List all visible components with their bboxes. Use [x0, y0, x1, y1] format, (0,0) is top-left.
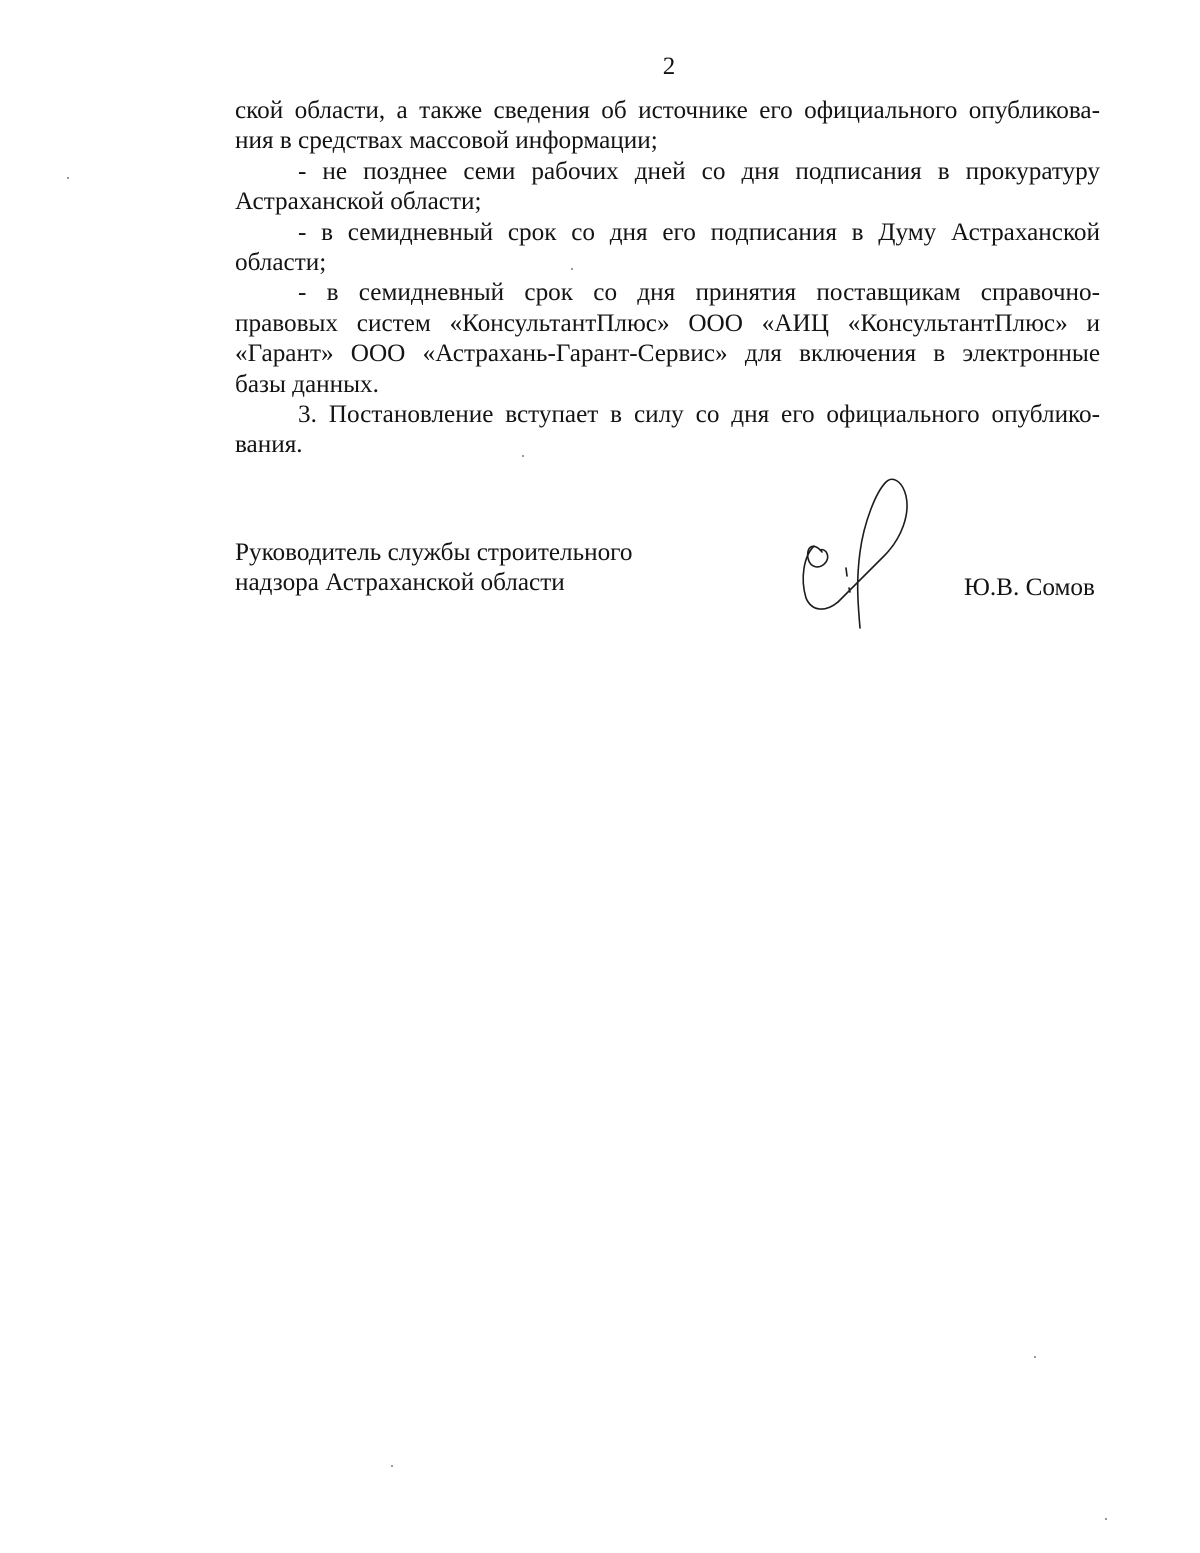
text-line: Астраханской области; [235, 188, 482, 216]
scan-speck [391, 1465, 393, 1467]
list-item-legal-systems [235, 278, 1100, 400]
position-line: Руководитель службы строительного [235, 539, 633, 566]
document-body [235, 96, 1100, 461]
text-line: базы данных. [235, 370, 379, 398]
scan-speck [522, 455, 524, 457]
page-number: 2 [662, 53, 676, 80]
paragraph-continuation [235, 96, 1100, 157]
scan-speck [1105, 1518, 1107, 1520]
scan-speck [571, 268, 573, 270]
text-line: ния в средствах массовой информации; [235, 127, 658, 155]
handwritten-signature [792, 470, 922, 635]
text-line: ской области, а также сведения об источнике его официального опубликова- [235, 97, 1100, 124]
text-line: области; [235, 249, 327, 277]
scan-speck [1034, 1356, 1036, 1358]
signer-name: Ю.В. Сомов [964, 574, 1095, 601]
text-line: - не позднее семи рабочих дней со дня подписания в прокуратуру [298, 157, 1100, 185]
position-line: надзора Астраханской области [235, 569, 565, 597]
clause-3-effective-date [235, 400, 1100, 461]
text-line: 3. Постановление вступает в силу со дня его официального опублико- [298, 401, 1100, 429]
text-line: - в семидневный срок со дня его подписания в Думу Астраханской [298, 218, 1100, 246]
signatory-position [235, 538, 735, 599]
text-line: - в семидневный срок со дня принятия поставщикам справочно- [298, 279, 1100, 307]
list-item-duma [235, 218, 1100, 279]
scan-speck [67, 177, 69, 179]
list-item-prosecutor [235, 157, 1100, 218]
text-line: правовых систем «КонсультантПлюс» ООО «АИЦ «КонсультантПлюс» и [235, 309, 1100, 337]
text-line: вания. [235, 431, 303, 459]
text-line: «Гарант» ООО «Астрахань-Гарант-Сервис» для включения в электронные [235, 340, 1100, 368]
